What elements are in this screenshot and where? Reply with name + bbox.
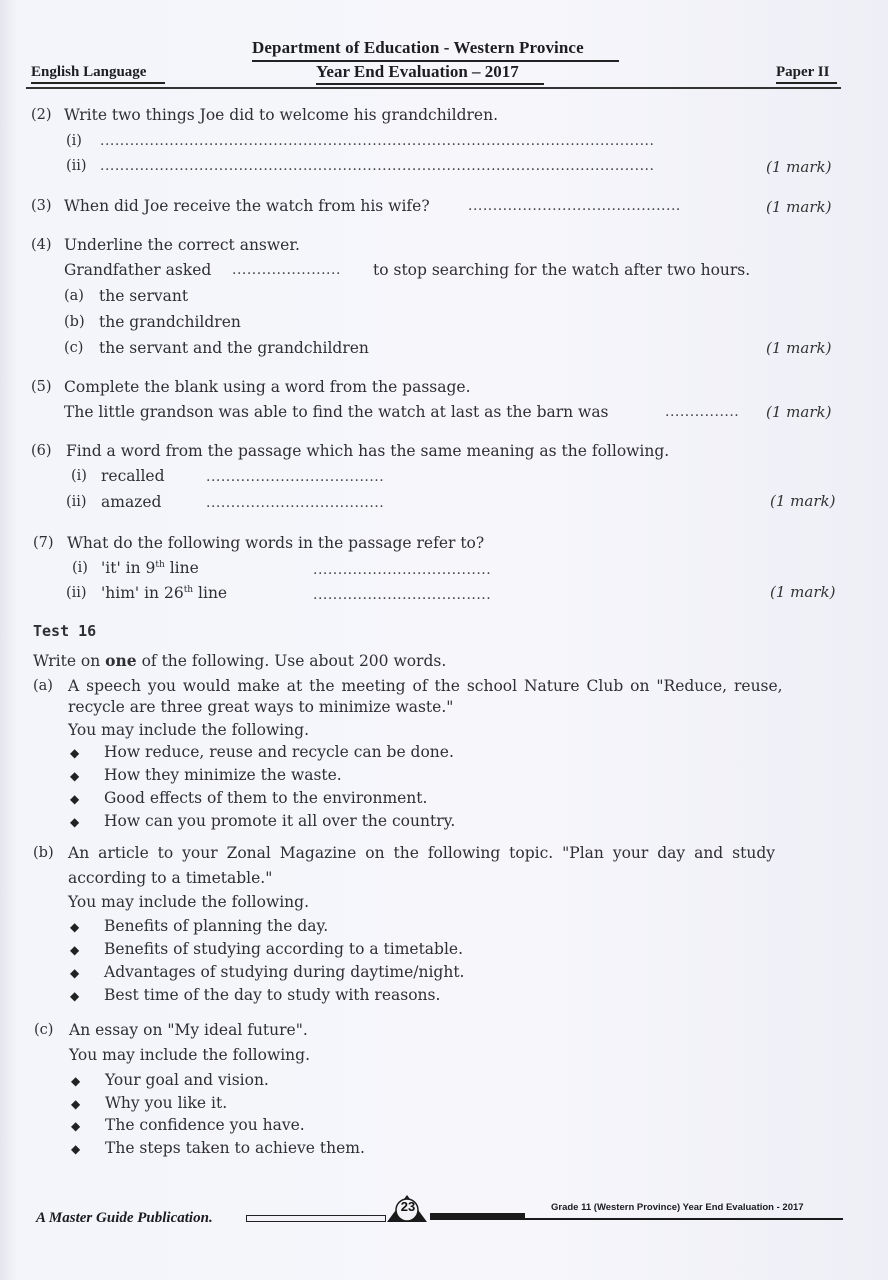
answer-blank[interactable]: ........................................... <box>468 198 681 214</box>
mark-label: (1 mark) <box>766 158 832 176</box>
instruction-text: Write on <box>33 652 106 670</box>
paper-underline <box>776 82 837 84</box>
page-number: 23 <box>400 1199 416 1214</box>
item-reference <box>101 584 227 602</box>
question-number: (7) <box>33 535 54 551</box>
instruction-emphasis: one <box>105 651 137 670</box>
question-number: (5) <box>31 379 52 395</box>
diamond-bullet-icon: ◆ <box>71 1074 81 1088</box>
answer-blank[interactable]: ...................... <box>232 262 341 278</box>
option-label: (a) <box>64 288 84 304</box>
mark-label: (1 mark) <box>766 403 832 421</box>
question-text: Write two things Joe did to welcome his grandchildren. <box>64 106 498 124</box>
answer-blank[interactable]: ............... <box>665 404 740 420</box>
mark-label: (1 mark) <box>766 198 832 216</box>
mark-label: (1 mark) <box>770 583 836 601</box>
answer-blank[interactable]: .................................... <box>313 587 492 603</box>
answer-blank[interactable]: .................................... <box>313 562 492 578</box>
bullet-item: Best time of the day to study with reasons. <box>104 986 441 1004</box>
bullet-item: How reduce, reuse and recycle can be done. <box>104 743 454 761</box>
subject-label: English Language <box>31 64 147 80</box>
item-label: (i) <box>72 560 88 576</box>
item-word: amazed <box>101 493 162 511</box>
diamond-bullet-icon: ◆ <box>70 769 80 783</box>
question-number: (6) <box>31 443 52 459</box>
sentence-end: to stop searching for the watch after two hours. <box>373 261 751 279</box>
option-label: (a) <box>33 678 53 694</box>
question-number: (3) <box>31 198 52 214</box>
mark-label: (1 mark) <box>766 339 832 357</box>
bullet-item: The steps taken to achieve them. <box>105 1139 365 1157</box>
header-rule <box>26 87 841 89</box>
footer-rule-bold <box>430 1213 525 1220</box>
question-text: Underline the correct answer. <box>64 236 300 254</box>
item-reference <box>101 559 199 577</box>
bullet-item: Benefits of planning the day. <box>104 917 329 935</box>
diamond-bullet-icon: ◆ <box>71 1142 81 1156</box>
item-label: (ii) <box>66 494 87 510</box>
bullet-item: Good effects of them to the environment. <box>104 789 428 807</box>
question-text: When did Joe receive the watch from his wife? <box>64 197 430 215</box>
diamond-bullet-icon: ◆ <box>70 989 80 1003</box>
footer-rule-right <box>525 1218 843 1220</box>
question-number: (4) <box>31 237 52 253</box>
option-b[interactable]: the grandchildren <box>99 313 241 331</box>
option-c[interactable]: the servant and the grandchildren <box>99 339 369 357</box>
bullet-item: Advantages of studying during daytime/night. <box>104 963 465 981</box>
section-instruction <box>33 651 446 670</box>
footer-rule-left <box>246 1215 386 1222</box>
bullet-item: Benefits of studying according to a timetable. <box>104 940 464 958</box>
option-prompt: according to a timetable." <box>68 869 273 887</box>
answer-blank[interactable]: .................................... <box>206 469 385 485</box>
option-prompt: An article to your Zonal Magazine on the following topic. "Plan your day and study <box>68 844 775 862</box>
question-text: Complete the blank using a word from the passage. <box>64 378 471 396</box>
bullet-item: Why you like it. <box>105 1094 228 1112</box>
ordinal-suffix: th <box>155 559 165 570</box>
bullet-item: How they minimize the waste. <box>104 766 342 784</box>
diamond-bullet-icon: ◆ <box>70 792 80 806</box>
option-label: (b) <box>64 314 85 330</box>
mark-label: (1 mark) <box>770 492 836 510</box>
option-label: (c) <box>64 340 84 356</box>
diamond-bullet-icon: ◆ <box>71 1119 81 1133</box>
evaluation-underline <box>316 83 544 85</box>
option-label: (c) <box>34 1022 54 1038</box>
include-note: You may include the following. <box>68 893 310 911</box>
answer-blank[interactable]: ................................................................................................................ <box>100 133 655 149</box>
item-label: (i) <box>66 133 82 149</box>
option-label: (b) <box>33 845 54 861</box>
diamond-bullet-icon: ◆ <box>70 943 80 957</box>
bullet-item: The confidence you have. <box>105 1116 305 1134</box>
reference-text: line <box>193 584 228 602</box>
subject-underline <box>31 82 165 84</box>
section-title: Test 16 <box>33 622 97 640</box>
diamond-bullet-icon: ◆ <box>70 815 80 829</box>
item-label: (ii) <box>66 158 87 174</box>
reference-text: 'it' in 9 <box>101 559 156 577</box>
paper-label: Paper II <box>776 64 830 80</box>
question-text: Find a word from the passage which has the same meaning as the following. <box>66 442 670 460</box>
department-title: Department of Education - Western Province <box>252 38 584 57</box>
item-word: recalled <box>101 467 165 485</box>
item-label: (ii) <box>66 585 87 601</box>
sentence-start: Grandfather asked <box>64 261 212 279</box>
series-label: Grade 11 (Western Province) Year End Evaluation - 2017 <box>551 1202 804 1213</box>
diamond-bullet-icon: ◆ <box>70 920 80 934</box>
answer-blank[interactable]: .................................... <box>206 495 385 511</box>
diamond-bullet-icon: ◆ <box>70 746 80 760</box>
include-note: You may include the following. <box>69 1046 311 1064</box>
diamond-bullet-icon: ◆ <box>71 1097 81 1111</box>
diamond-bullet-icon: ◆ <box>70 966 80 980</box>
question-text: What do the following words in the passage refer to? <box>67 534 485 552</box>
bullet-item: How can you promote it all over the country. <box>104 812 456 830</box>
reference-text: 'him' in 26 <box>101 584 184 602</box>
evaluation-title: Year End Evaluation – 2017 <box>316 62 519 81</box>
sentence: The little grandson was able to find the watch at last as the barn was <box>64 403 609 421</box>
option-prompt: recycle are three great ways to minimize waste." <box>68 698 454 716</box>
publisher-label: A Master Guide Publication. <box>36 1210 213 1226</box>
answer-blank[interactable]: ................................................................................................................ <box>100 158 655 174</box>
item-label: (i) <box>71 468 87 484</box>
include-note: You may include the following. <box>68 721 310 739</box>
ordinal-suffix: th <box>183 584 194 595</box>
question-number: (2) <box>31 107 52 123</box>
option-prompt: An essay on "My ideal future". <box>69 1021 308 1039</box>
bullet-item: Your goal and vision. <box>105 1071 269 1089</box>
reference-text: line <box>164 559 199 577</box>
option-prompt: A speech you would make at the meeting of the school Nature Club on "Reduce, reuse, <box>68 677 783 695</box>
option-a[interactable]: the servant <box>99 287 189 305</box>
instruction-text: of the following. Use about 200 words. <box>136 652 447 670</box>
